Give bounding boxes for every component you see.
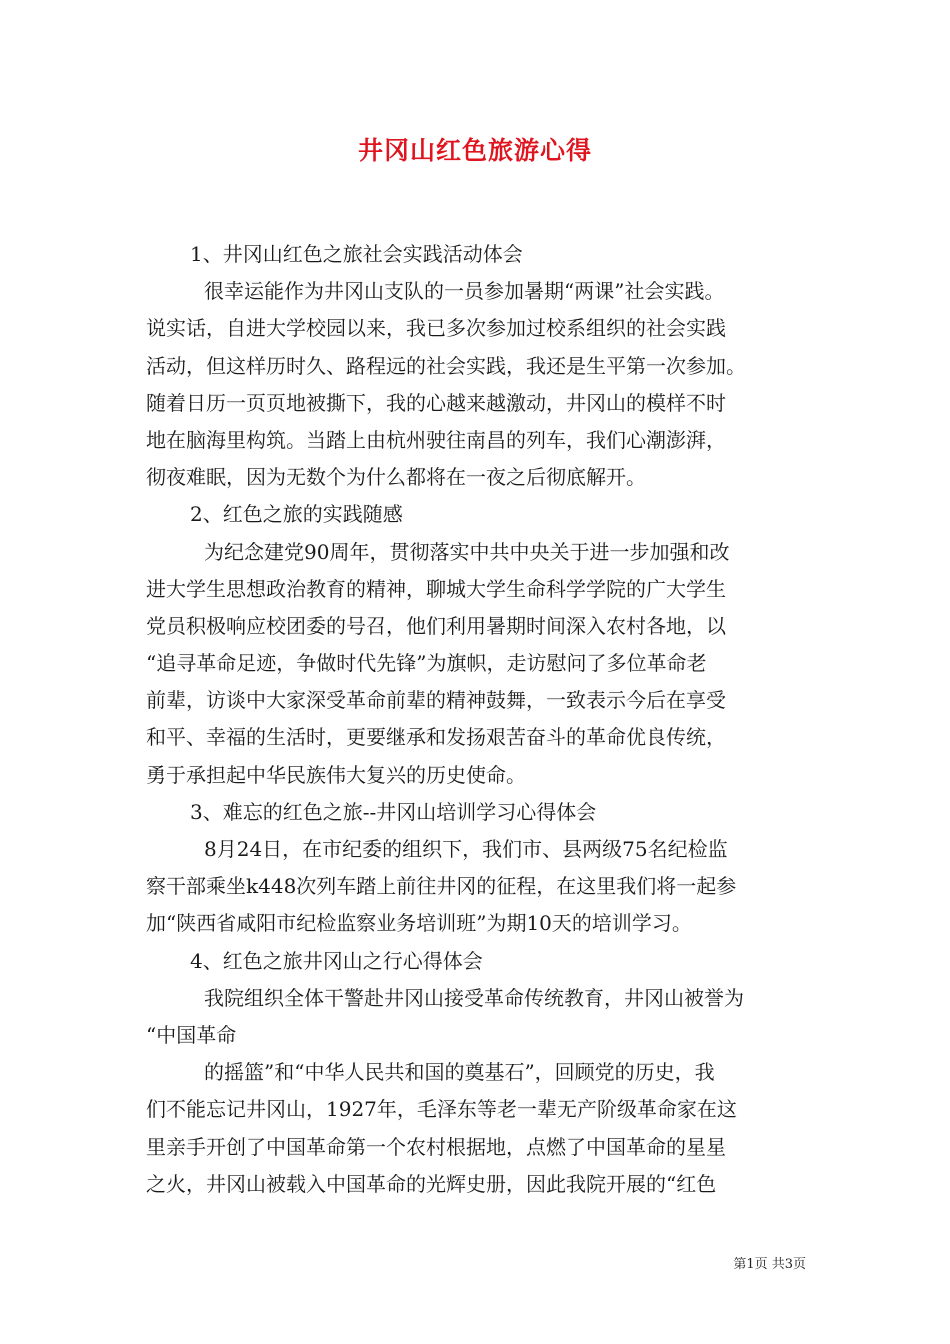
text-line: 前辈，访谈中大家深受革命前辈的精神鼓舞，一致表示今后在享受	[146, 688, 726, 713]
text-line: 2、红色之旅的实践随感	[190, 502, 403, 527]
text-line: 随着日历一页页地被撕下，我的心越来越激动，井冈山的模样不时	[146, 390, 726, 415]
text-line: 8月24日，在市纪委的组织下，我们市、县两级75名纪检监	[204, 837, 728, 861]
text-line: 为纪念建党90周年，贯彻落实中共中央关于进一步加强和改	[204, 539, 730, 564]
text-line: 党员积极响应校团委的号召，他们利用暑期时间深入农村各地，以	[146, 613, 726, 638]
document-title: 井冈山红色旅游心得	[357, 136, 592, 165]
text-line: 里亲手开创了中国革命第一个农村根据地，点燃了中国革命的星星	[146, 1134, 726, 1159]
text-line: 说实话，自进大学校园以来，我已多次参加过校系组织的社会实践	[146, 316, 726, 341]
text-line: 们不能忘记井冈山，1927年，毛泽东等老一辈无产阶级革命家在这	[146, 1097, 737, 1122]
text-line: 和平、幸福的生活时，更要继承和发扬艰苦奋斗的革命优良传统，	[146, 725, 726, 750]
text-line: 很幸运能作为井冈山支队的一员参加暑期“两课”社会实践。	[204, 279, 725, 304]
text-line: 3、难忘的红色之旅--井冈山培训学习心得体会	[190, 799, 597, 824]
text-line: “中国革命	[146, 1022, 237, 1047]
text-line: 彻夜难眠，因为无数个为什么都将在一夜之后彻底解开。	[146, 465, 646, 490]
text-line: 地在脑海里构筑。当踏上由杭州驶往南昌的列车，我们心潮澎湃，	[146, 427, 726, 452]
text-line: 勇于承担起中华民族伟大复兴的历史使命。	[146, 762, 526, 787]
text-line: 加“陕西省咸阳市纪检监察业务培训班”为期10天的培训学习。	[146, 911, 692, 936]
page-footer: 第1页 共3页	[733, 1257, 806, 1272]
text-line: 4、红色之旅井冈山之行心得体会	[190, 948, 483, 973]
text-line: 1、井冈山红色之旅社会实践活动体会	[190, 242, 523, 266]
text-line: 的摇篮”和“中华人民共和国的奠基石”，回顾党的历史，我	[204, 1060, 715, 1085]
text-line: 我院组织全体干警赴井冈山接受革命传统教育，井冈山被誉为	[204, 985, 744, 1010]
text-line: 察干部乘坐k448次列车踏上前往井冈的征程，在这里我们将一起参	[146, 874, 737, 899]
text-line: 之火，井冈山被载入中国革命的光辉史册，因此我院开展的“红色	[146, 1171, 717, 1196]
text-line: “追寻革命足迹，争做时代先锋”为旗帜，走访慰问了多位革命老	[146, 651, 707, 676]
document-body	[146, 236, 826, 1203]
text-line: 进大学生思想政治教育的精神，聊城大学生命科学学院的广大学生	[146, 576, 726, 601]
text-line: 活动，但这样历时久、路程远的社会实践，我还是生平第一次参加。	[146, 353, 746, 378]
